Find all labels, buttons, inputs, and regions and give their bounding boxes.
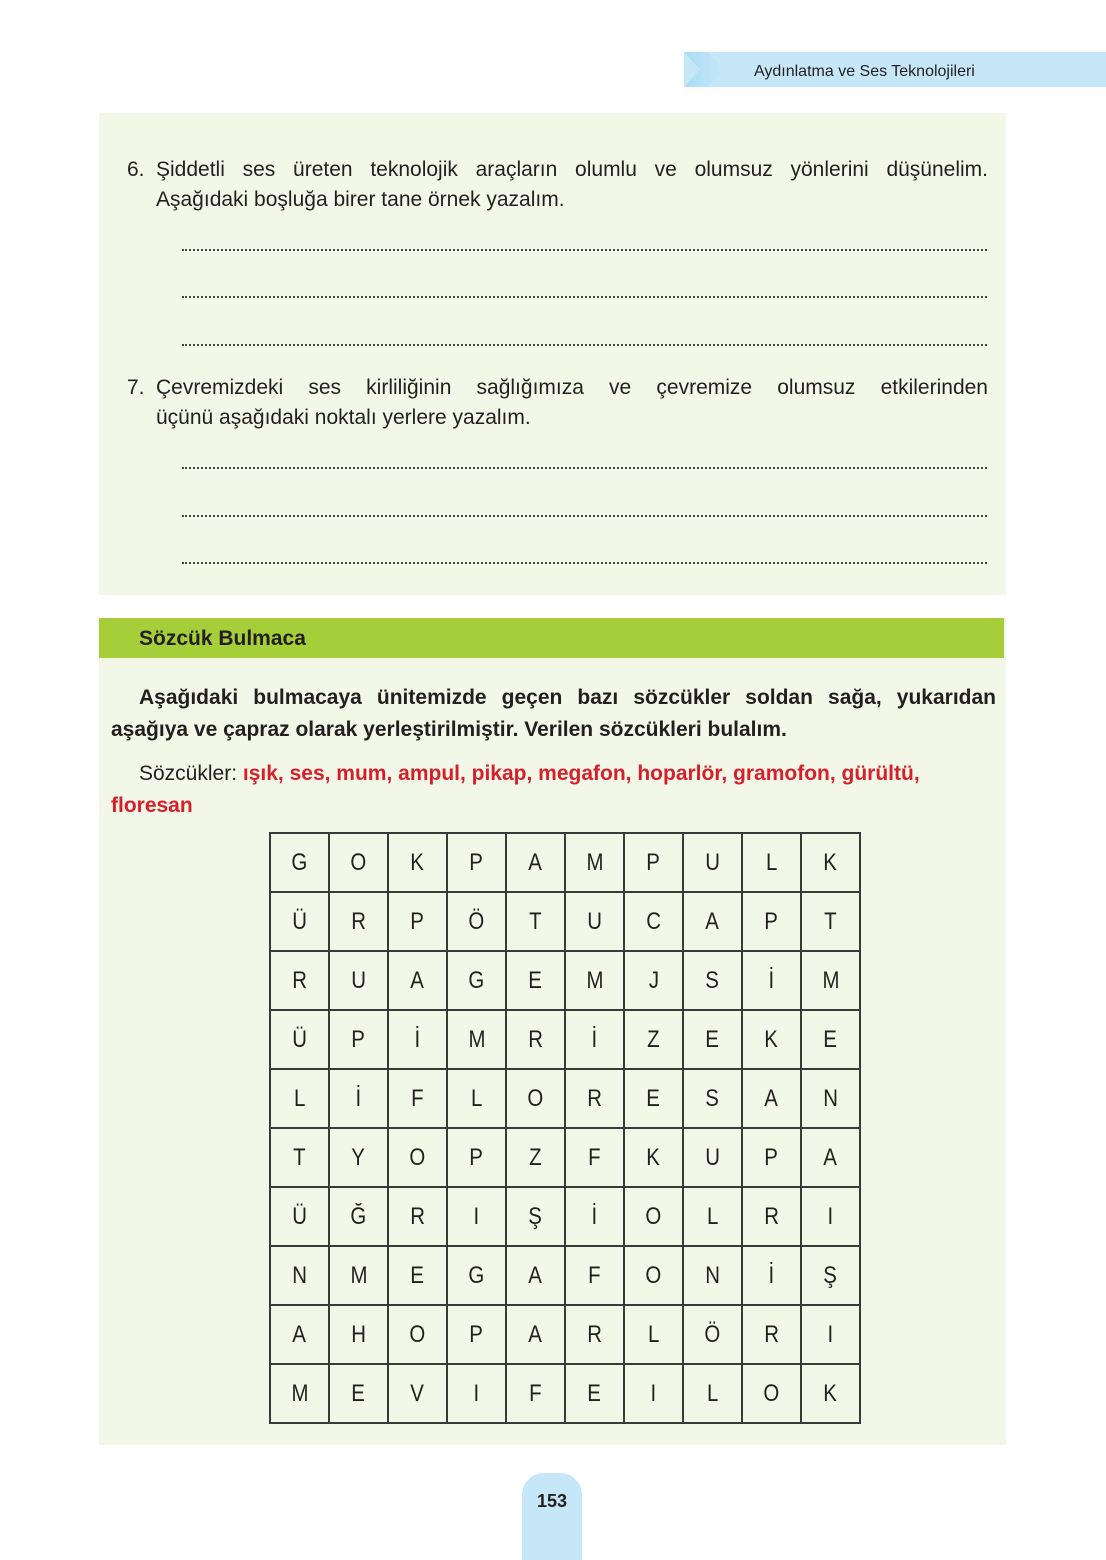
grid-letter: O xyxy=(409,1320,426,1348)
grid-cell[interactable] xyxy=(270,833,329,892)
grid-cell[interactable] xyxy=(447,1187,506,1246)
grid-letter: P xyxy=(646,848,661,876)
grid-letter: L xyxy=(470,1084,483,1112)
answer-line[interactable] xyxy=(182,344,987,346)
question-text-line2: Aşağıdaki boşluğa birer tane örnek yazalım. xyxy=(156,188,565,211)
grid-cell[interactable] xyxy=(270,1069,329,1128)
grid-letter: O xyxy=(350,848,367,876)
grid-cell[interactable] xyxy=(506,1187,565,1246)
grid-letter: G xyxy=(468,966,485,994)
question-number: 6. xyxy=(127,158,145,181)
grid-letter: K xyxy=(646,1143,661,1171)
word-puzzle-panel xyxy=(99,618,1006,1445)
grid-letter: U xyxy=(705,848,720,876)
grid-letter: İ xyxy=(768,966,775,994)
chevron-decoration-icon xyxy=(684,52,724,87)
grid-cell[interactable] xyxy=(742,1010,801,1069)
answer-line[interactable] xyxy=(182,515,987,517)
grid-letter: C xyxy=(646,907,661,935)
grid-cell[interactable] xyxy=(506,1010,565,1069)
grid-letter: A xyxy=(705,907,720,935)
grid-letter: Z xyxy=(529,1143,542,1171)
grid-cell[interactable] xyxy=(683,833,742,892)
grid-cell[interactable] xyxy=(447,892,506,951)
question-7 xyxy=(127,373,988,433)
question-6 xyxy=(127,155,988,215)
grid-letter: O xyxy=(409,1143,426,1171)
grid-letter: Ü xyxy=(292,1202,307,1230)
grid-cell[interactable] xyxy=(565,1246,624,1305)
grid-cell[interactable] xyxy=(683,1364,742,1423)
grid-letter: L xyxy=(706,1202,719,1230)
grid-letter: P xyxy=(410,907,425,935)
grid-letter: E xyxy=(410,1261,425,1289)
page-number: 153 xyxy=(536,1491,568,1511)
grid-cell[interactable] xyxy=(329,1010,388,1069)
grid-cell[interactable] xyxy=(270,1010,329,1069)
grid-cell[interactable] xyxy=(742,892,801,951)
grid-cell[interactable] xyxy=(270,1364,329,1423)
grid-letter: S xyxy=(705,1084,720,1112)
grid-letter: O xyxy=(527,1084,544,1112)
grid-letter: E xyxy=(823,1025,838,1053)
grid-cell[interactable] xyxy=(506,892,565,951)
grid-letter: T xyxy=(824,907,837,935)
grid-row xyxy=(270,1128,860,1187)
grid-letter: Ö xyxy=(468,907,485,935)
grid-row xyxy=(270,951,860,1010)
grid-cell[interactable] xyxy=(388,1364,447,1423)
grid-cell[interactable] xyxy=(270,1246,329,1305)
grid-letter: P xyxy=(764,907,779,935)
grid-cell[interactable] xyxy=(447,1128,506,1187)
grid-cell[interactable] xyxy=(565,1364,624,1423)
answer-line[interactable] xyxy=(182,467,987,469)
grid-cell[interactable] xyxy=(565,1305,624,1364)
answer-line[interactable] xyxy=(182,562,987,564)
grid-cell[interactable] xyxy=(270,1187,329,1246)
grid-cell[interactable] xyxy=(388,1010,447,1069)
grid-letter: İ xyxy=(591,1202,598,1230)
grid-cell[interactable] xyxy=(329,1128,388,1187)
question-text-line1: Çevremizdeki ses kirliliğinin sağlığımıza ve çevremize olumsuz etkilerinden xyxy=(156,376,988,399)
question-number: 7. xyxy=(127,376,145,399)
answer-line[interactable] xyxy=(182,296,987,298)
grid-letter: Ş xyxy=(528,1202,543,1230)
grid-letter: K xyxy=(764,1025,779,1053)
grid-letter: M xyxy=(350,1261,367,1289)
grid-cell[interactable] xyxy=(329,951,388,1010)
grid-cell[interactable] xyxy=(565,1069,624,1128)
grid-letter: G xyxy=(468,1261,485,1289)
grid-cell[interactable] xyxy=(683,951,742,1010)
grid-letter: M xyxy=(586,966,603,994)
grid-letter: U xyxy=(351,966,366,994)
grid-letter: V xyxy=(410,1379,425,1407)
grid-cell[interactable] xyxy=(565,1187,624,1246)
grid-cell[interactable] xyxy=(801,833,860,892)
word-list-words: ışık, ses, mum, ampul, pikap, megafon, hoparlör, gramofon, gürültü, floresan xyxy=(111,762,920,817)
grid-cell[interactable] xyxy=(329,1069,388,1128)
grid-cell[interactable] xyxy=(742,1364,801,1423)
grid-cell[interactable] xyxy=(506,1305,565,1364)
grid-cell[interactable] xyxy=(742,1069,801,1128)
grid-cell[interactable] xyxy=(624,1364,683,1423)
grid-letter: I xyxy=(473,1202,480,1230)
word-list-label: Sözcükler: xyxy=(139,762,238,785)
answer-line[interactable] xyxy=(182,249,987,251)
grid-cell[interactable] xyxy=(801,1246,860,1305)
grid-letter: I xyxy=(827,1320,834,1348)
word-search-grid xyxy=(269,832,861,1424)
grid-letter: O xyxy=(763,1379,780,1407)
grid-letter: İ xyxy=(768,1261,775,1289)
grid-cell[interactable] xyxy=(801,1069,860,1128)
grid-cell[interactable] xyxy=(447,1364,506,1423)
grid-cell[interactable] xyxy=(447,1010,506,1069)
grid-cell[interactable] xyxy=(329,1246,388,1305)
grid-cell[interactable] xyxy=(742,951,801,1010)
grid-row xyxy=(270,1364,860,1423)
grid-letter: P xyxy=(351,1025,366,1053)
grid-letter: R xyxy=(351,907,366,935)
grid-letter: A xyxy=(764,1084,779,1112)
grid-cell[interactable] xyxy=(624,1187,683,1246)
grid-cell[interactable] xyxy=(447,833,506,892)
grid-cell[interactable] xyxy=(565,833,624,892)
grid-letter: U xyxy=(587,907,602,935)
grid-cell[interactable] xyxy=(447,1246,506,1305)
grid-letter: K xyxy=(823,848,838,876)
grid-cell[interactable] xyxy=(683,1246,742,1305)
grid-cell[interactable] xyxy=(742,1187,801,1246)
grid-letter: N xyxy=(292,1261,307,1289)
grid-cell[interactable] xyxy=(624,1246,683,1305)
grid-letter: A xyxy=(528,1320,543,1348)
grid-letter: P xyxy=(469,1320,484,1348)
grid-letter: S xyxy=(705,966,720,994)
grid-row xyxy=(270,1305,860,1364)
puzzle-instructions: Aşağıdaki bulmacaya ünitemizde geçen bazı sözcükler soldan sağa, yukarıdan aşağıya ve çapraz olarak yerleştirilmiştir. Verilen sözcükleri bulalım. xyxy=(111,686,996,741)
grid-cell[interactable] xyxy=(447,1069,506,1128)
grid-letter: İ xyxy=(591,1025,598,1053)
grid-letter: T xyxy=(529,907,542,935)
grid-letter: Ğ xyxy=(350,1202,367,1230)
grid-row xyxy=(270,1069,860,1128)
grid-cell[interactable] xyxy=(801,1187,860,1246)
grid-cell[interactable] xyxy=(683,1010,742,1069)
grid-cell[interactable] xyxy=(329,833,388,892)
grid-letter: P xyxy=(469,1143,484,1171)
grid-cell[interactable] xyxy=(388,892,447,951)
grid-letter: N xyxy=(705,1261,720,1289)
grid-cell[interactable] xyxy=(506,833,565,892)
grid-letter: İ xyxy=(355,1084,362,1112)
grid-cell[interactable] xyxy=(565,1128,624,1187)
grid-letter: I xyxy=(473,1379,480,1407)
grid-letter: I xyxy=(650,1379,657,1407)
grid-cell[interactable] xyxy=(270,1128,329,1187)
grid-letter: H xyxy=(351,1320,366,1348)
grid-cell[interactable] xyxy=(742,1246,801,1305)
grid-letter: E xyxy=(351,1379,366,1407)
grid-letter: E xyxy=(705,1025,720,1053)
grid-cell[interactable] xyxy=(388,1246,447,1305)
grid-row xyxy=(270,892,860,951)
grid-letter: O xyxy=(645,1261,662,1289)
grid-cell[interactable] xyxy=(388,833,447,892)
grid-cell[interactable] xyxy=(388,1305,447,1364)
grid-letter: R xyxy=(764,1202,779,1230)
grid-cell[interactable] xyxy=(624,1128,683,1187)
grid-letter: R xyxy=(764,1320,779,1348)
section-header xyxy=(99,618,1004,658)
grid-cell[interactable] xyxy=(801,1010,860,1069)
grid-letter: M xyxy=(586,848,603,876)
grid-cell[interactable] xyxy=(624,1305,683,1364)
grid-letter: L xyxy=(293,1084,306,1112)
grid-cell[interactable] xyxy=(329,1305,388,1364)
grid-letter: F xyxy=(529,1379,542,1407)
grid-cell[interactable] xyxy=(801,951,860,1010)
grid-letter: A xyxy=(292,1320,307,1348)
grid-cell[interactable] xyxy=(683,1187,742,1246)
grid-cell[interactable] xyxy=(565,1010,624,1069)
grid-letter: E xyxy=(646,1084,661,1112)
grid-cell[interactable] xyxy=(801,1128,860,1187)
grid-cell[interactable] xyxy=(506,1069,565,1128)
grid-letter: Ü xyxy=(292,907,307,935)
grid-letter: I xyxy=(827,1202,834,1230)
grid-letter: R xyxy=(410,1202,425,1230)
grid-cell[interactable] xyxy=(683,1305,742,1364)
grid-cell[interactable] xyxy=(506,1364,565,1423)
grid-cell[interactable] xyxy=(624,1069,683,1128)
grid-letter: R xyxy=(528,1025,543,1053)
grid-cell[interactable] xyxy=(565,951,624,1010)
grid-letter: Ö xyxy=(704,1320,721,1348)
grid-cell[interactable] xyxy=(388,951,447,1010)
grid-letter: F xyxy=(411,1084,424,1112)
grid-letter: A xyxy=(823,1143,838,1171)
grid-letter: Z xyxy=(647,1025,660,1053)
grid-cell[interactable] xyxy=(388,1187,447,1246)
grid-cell[interactable] xyxy=(447,1305,506,1364)
grid-cell[interactable] xyxy=(801,892,860,951)
grid-cell[interactable] xyxy=(624,892,683,951)
question-text-line2: üçünü aşağıdaki noktalı yerlere yazalım. xyxy=(156,406,531,429)
grid-letter: Ş xyxy=(823,1261,838,1289)
grid-cell[interactable] xyxy=(624,951,683,1010)
section-title: Sözcük Bulmaca xyxy=(139,627,306,650)
grid-cell[interactable] xyxy=(506,1246,565,1305)
grid-letter: O xyxy=(645,1202,662,1230)
grid-letter: P xyxy=(469,848,484,876)
grid-letter: Y xyxy=(351,1143,366,1171)
grid-letter: M xyxy=(468,1025,485,1053)
grid-row xyxy=(270,1010,860,1069)
grid-cell[interactable] xyxy=(742,833,801,892)
chapter-title: Aydınlatma ve Ses Teknolojileri xyxy=(754,63,975,80)
grid-letter: Ü xyxy=(292,1025,307,1053)
grid-cell[interactable] xyxy=(329,1187,388,1246)
grid-letter: A xyxy=(410,966,425,994)
grid-cell[interactable] xyxy=(388,1128,447,1187)
grid-row xyxy=(270,1246,860,1305)
grid-cell[interactable] xyxy=(270,951,329,1010)
grid-cell[interactable] xyxy=(447,951,506,1010)
grid-letter: M xyxy=(291,1379,308,1407)
grid-letter: E xyxy=(528,966,543,994)
grid-cell[interactable] xyxy=(801,1364,860,1423)
question-text-line1: Şiddetli ses üreten teknolojik araçların olumlu ve olumsuz yönlerini düşünelim. xyxy=(156,158,988,181)
grid-cell[interactable] xyxy=(329,1364,388,1423)
grid-letter: E xyxy=(587,1379,602,1407)
grid-cell[interactable] xyxy=(624,833,683,892)
questions-panel xyxy=(99,113,1006,595)
grid-letter: K xyxy=(823,1379,838,1407)
grid-letter: A xyxy=(528,848,543,876)
grid-cell[interactable] xyxy=(683,1128,742,1187)
grid-cell[interactable] xyxy=(329,892,388,951)
word-list xyxy=(111,758,996,822)
grid-cell[interactable] xyxy=(683,892,742,951)
grid-letter: İ xyxy=(414,1025,421,1053)
grid-letter: P xyxy=(764,1143,779,1171)
grid-cell[interactable] xyxy=(270,892,329,951)
grid-letter: N xyxy=(823,1084,838,1112)
grid-row xyxy=(270,1187,860,1246)
grid-letter: R xyxy=(587,1320,602,1348)
grid-letter: L xyxy=(647,1320,660,1348)
page-number-tab xyxy=(522,1473,582,1560)
grid-letter: L xyxy=(706,1379,719,1407)
grid-cell[interactable] xyxy=(270,1305,329,1364)
grid-letter: R xyxy=(587,1084,602,1112)
grid-letter: F xyxy=(588,1261,601,1289)
grid-cell[interactable] xyxy=(506,1128,565,1187)
grid-letter: K xyxy=(410,848,425,876)
grid-cell[interactable] xyxy=(801,1305,860,1364)
grid-row xyxy=(270,833,860,892)
grid-letter: R xyxy=(292,966,307,994)
grid-letter: A xyxy=(528,1261,543,1289)
grid-letter: L xyxy=(765,848,778,876)
grid-letter: M xyxy=(822,966,839,994)
grid-cell[interactable] xyxy=(506,951,565,1010)
grid-cell[interactable] xyxy=(624,1010,683,1069)
grid-cell[interactable] xyxy=(742,1128,801,1187)
grid-letter: G xyxy=(291,848,308,876)
grid-letter: U xyxy=(705,1143,720,1171)
grid-letter: J xyxy=(648,966,659,994)
chapter-header xyxy=(684,52,1106,87)
grid-cell[interactable] xyxy=(388,1069,447,1128)
grid-cell[interactable] xyxy=(742,1305,801,1364)
grid-letter: T xyxy=(293,1143,306,1171)
grid-cell[interactable] xyxy=(683,1069,742,1128)
grid-cell[interactable] xyxy=(565,892,624,951)
grid-letter: F xyxy=(588,1143,601,1171)
